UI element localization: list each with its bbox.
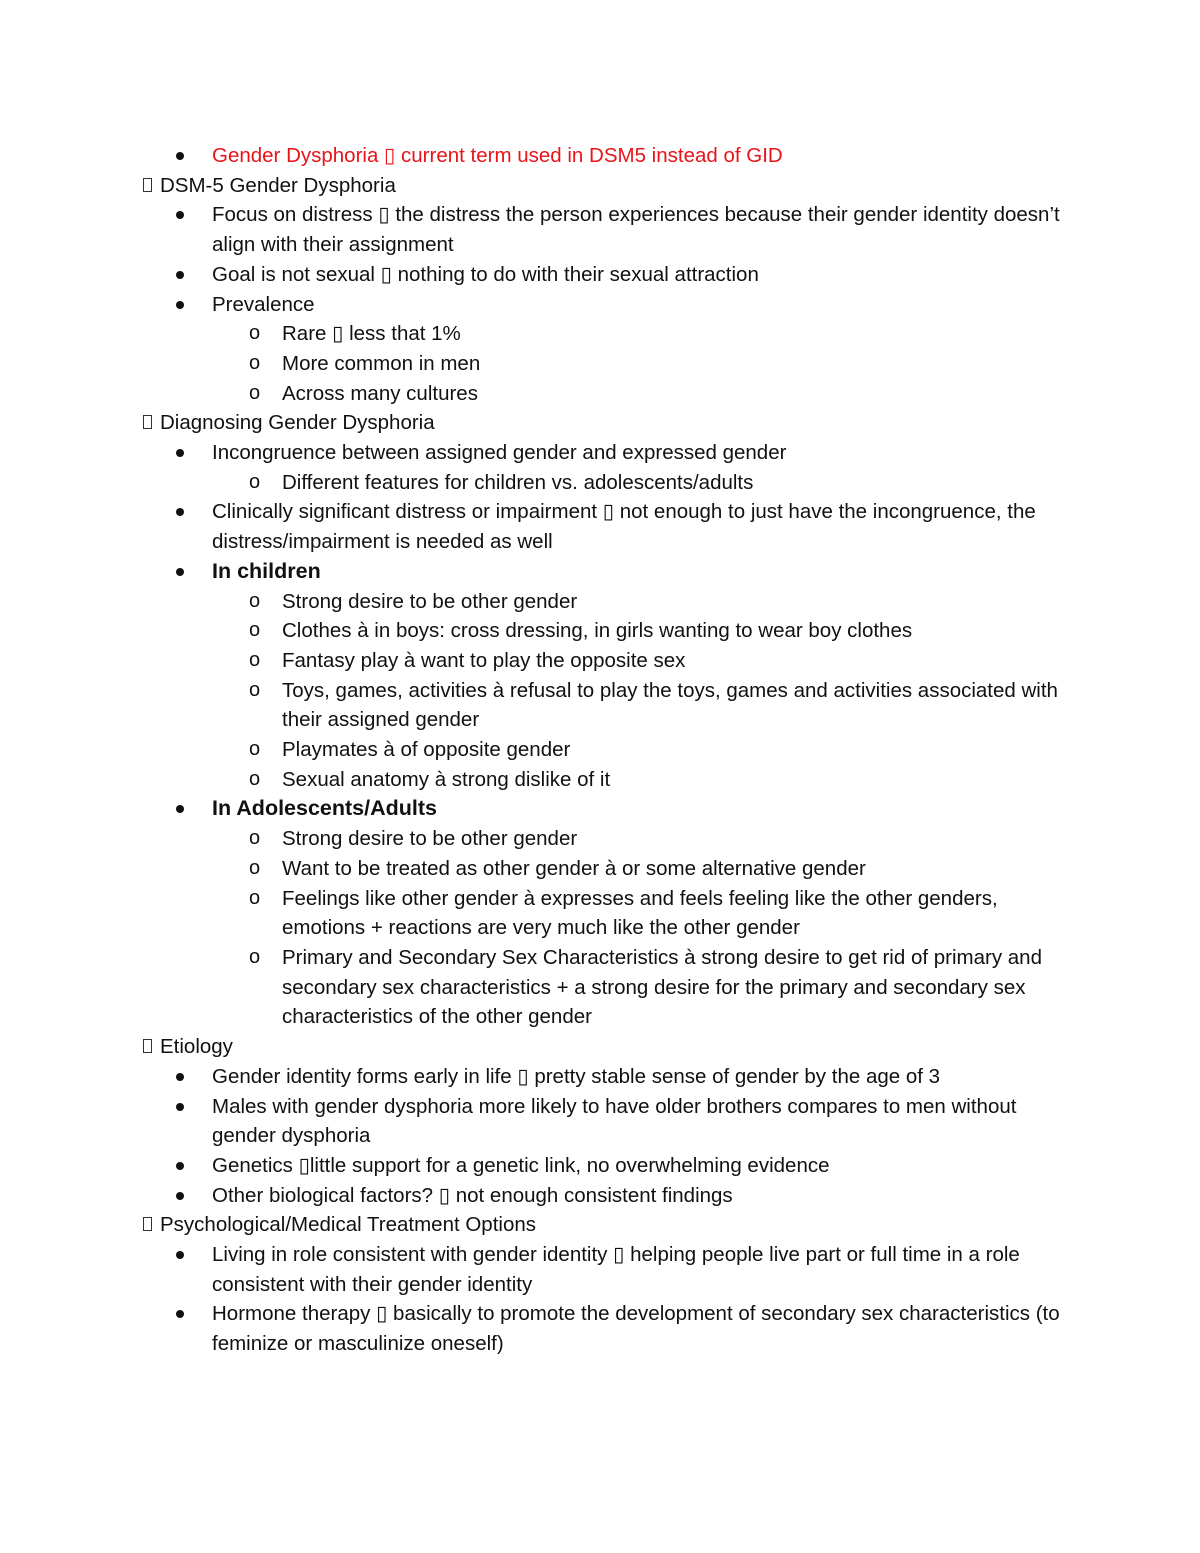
document-body [143, 141, 1083, 1359]
bullet-icon [176, 449, 184, 457]
heading-text: Diagnosing Gender Dysphoria [160, 411, 435, 435]
list-item [143, 1062, 1083, 1092]
circle-bullet-icon: o [249, 351, 261, 374]
circle-bullet-icon: o [249, 945, 261, 968]
section-heading [143, 1210, 1083, 1240]
item-text: Focus on distress ▯ the distress the person experiences because their gender identity doesn’t align with their assignment [212, 203, 1060, 257]
circle-bullet-icon: o [249, 678, 261, 701]
bullet-icon [176, 301, 184, 309]
list-item [143, 260, 1083, 290]
list-item [143, 290, 1083, 320]
section-heading [143, 171, 1083, 201]
circle-bullet-icon: o [249, 648, 261, 671]
bullet-icon [176, 211, 184, 219]
bullet-icon [176, 1162, 184, 1170]
sub-list-item [143, 616, 1083, 646]
sub-list-item [143, 735, 1083, 765]
missing-glyph-icon [143, 178, 152, 192]
sub-list-item [143, 319, 1083, 349]
heading-text: Etiology [160, 1035, 233, 1059]
list-item [143, 438, 1083, 468]
item-text: Across many cultures [282, 381, 478, 405]
bullet-icon [176, 508, 184, 516]
list-item [143, 1181, 1083, 1211]
list-item-bold [143, 557, 1083, 587]
circle-bullet-icon: o [249, 767, 261, 790]
sub-list-item [143, 468, 1083, 498]
item-text: Goal is not sexual ▯ nothing to do with their sexual attraction [212, 262, 759, 286]
list-item [143, 1240, 1083, 1299]
section-heading [143, 408, 1083, 438]
item-text: Hormone therapy ▯ basically to promote the development of secondary sex characteristics (to feminize or masculinize oneself) [212, 1302, 1060, 1356]
missing-glyph-icon [143, 1217, 152, 1231]
sub-list-item [143, 349, 1083, 379]
list-item [143, 1151, 1083, 1181]
bullet-icon [176, 1251, 184, 1259]
item-text: Gender Dysphoria ▯ current term used in DSM5 instead of GID [212, 144, 783, 167]
circle-bullet-icon: o [249, 856, 261, 879]
heading-text: Psychological/Medical Treatment Options [160, 1213, 537, 1237]
item-text: Toys, games, activities à refusal to play the toys, games and activities associated with their assigned gender [282, 678, 1058, 732]
item-text: In Adolescents/Adults [212, 796, 437, 821]
list-item [143, 141, 1083, 171]
bullet-icon [176, 1192, 184, 1200]
item-text: Want to be treated as other gender à or some alternative gender [282, 856, 866, 880]
item-text: Rare ▯ less that 1% [282, 322, 461, 346]
sub-list-item [143, 646, 1083, 676]
circle-bullet-icon: o [249, 470, 261, 493]
item-text: Strong desire to be other gender [282, 827, 578, 851]
circle-bullet-icon: o [249, 827, 261, 850]
list-item [143, 497, 1083, 556]
sub-list-item [143, 676, 1083, 735]
item-text: Genetics ▯little support for a genetic link, no overwhelming evidence [212, 1153, 830, 1177]
item-text: In children [212, 558, 321, 583]
list-item [143, 1299, 1083, 1358]
circle-bullet-icon: o [249, 589, 261, 612]
circle-bullet-icon: o [249, 322, 261, 345]
item-text: Clinically significant distress or impairment ▯ not enough to just have the incongruence, the distress/impairment is needed as well [212, 500, 1036, 554]
item-text: Clothes à in boys: cross dressing, in girls wanting to wear boy clothes [282, 619, 913, 643]
item-text: Prevalence [212, 292, 315, 316]
item-text: Living in role consistent with gender identity ▯ helping people live part or full time in a role consistent with their gender identity [212, 1243, 1020, 1296]
bullet-icon [176, 568, 184, 576]
item-text: Incongruence between assigned gender and expressed gender [212, 441, 787, 465]
sub-list-item [143, 765, 1083, 795]
item-text: Different features for children vs. adolescents/adults [282, 470, 754, 494]
item-text: Fantasy play à want to play the opposite sex [282, 648, 686, 672]
sub-list-item [143, 943, 1083, 1032]
sub-list-item [143, 884, 1083, 943]
missing-glyph-icon [143, 415, 152, 429]
item-text: Playmates à of opposite gender [282, 738, 571, 762]
item-text: Other biological factors? ▯ not enough consistent findings [212, 1183, 733, 1207]
item-text: Sexual anatomy à strong dislike of it [282, 767, 611, 791]
list-item [143, 200, 1083, 259]
list-item [143, 1092, 1083, 1151]
bullet-icon [176, 1103, 184, 1111]
sub-list-item [143, 854, 1083, 884]
sub-list-item [143, 587, 1083, 617]
bullet-icon [176, 1310, 184, 1318]
circle-bullet-icon: o [249, 886, 261, 909]
bullet-icon [176, 271, 184, 279]
item-text: Gender identity forms early in life ▯ pretty stable sense of gender by the age of 3 [212, 1064, 941, 1088]
item-text: Primary and Secondary Sex Characteristics à strong desire to get rid of primary and secondary sex characteristics + a strong desire for the primary and secondary sex characteristics of the other gender [282, 945, 1042, 1029]
sub-list-item [143, 379, 1083, 409]
circle-bullet-icon: o [249, 738, 261, 761]
sub-list-item [143, 824, 1083, 854]
circle-bullet-icon: o [249, 619, 261, 642]
item-text: Males with gender dysphoria more likely to have older brothers compares to men without gender dysphoria [212, 1094, 1017, 1148]
bullet-icon [176, 1073, 184, 1081]
item-text: Strong desire to be other gender [282, 589, 578, 613]
bullet-icon [176, 805, 184, 813]
section-heading [143, 1032, 1083, 1062]
item-text: Feelings like other gender à expresses and feels feeling like the other genders, emotions + reactions are very much like the other gender [282, 886, 998, 940]
missing-glyph-icon [143, 1039, 152, 1053]
list-item-bold [143, 794, 1083, 824]
item-text: More common in men [282, 351, 481, 375]
bullet-icon [176, 152, 184, 160]
circle-bullet-icon: o [249, 381, 261, 404]
heading-text: DSM-5 Gender Dysphoria [160, 173, 396, 197]
